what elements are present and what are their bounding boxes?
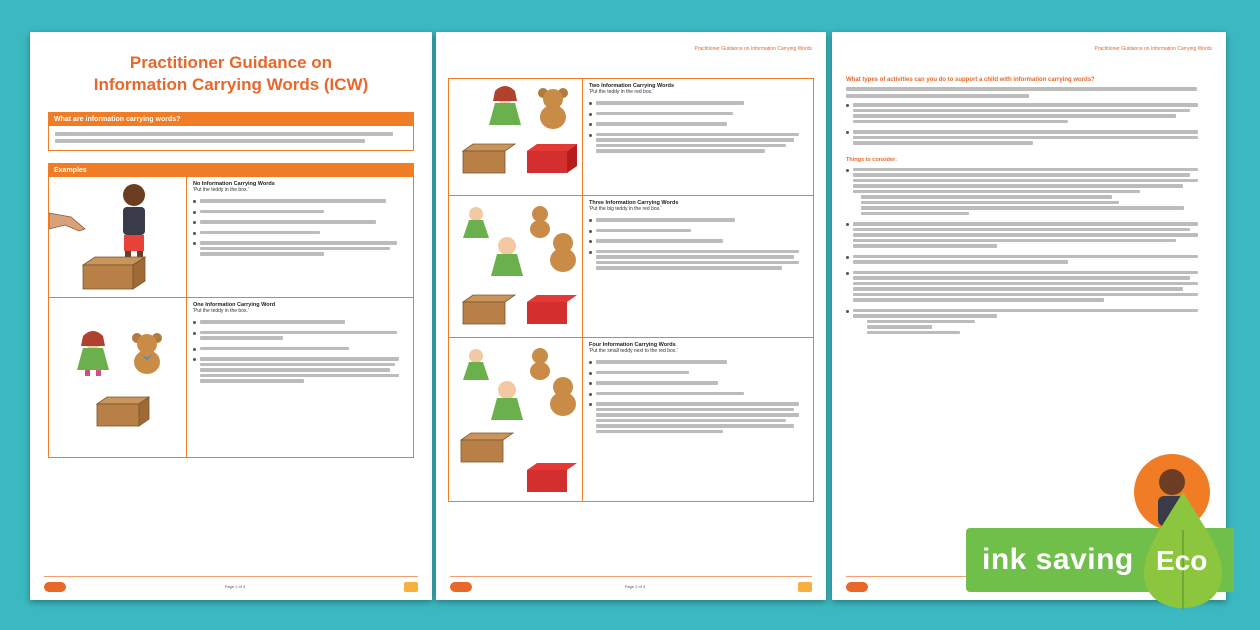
pointing-hand-icon (49, 207, 89, 237)
teddy-bear-icon (533, 85, 573, 131)
example-instruction: 'Put the small teddy next to the red box.' (589, 348, 678, 354)
document-page-2 (436, 32, 826, 600)
page-footer (450, 576, 812, 592)
example-heading: Two Information Carrying Words (589, 83, 675, 89)
page-footer (44, 576, 418, 592)
running-head: Practitioner Guidance on Information Carrying Words (1094, 46, 1212, 52)
example-description (583, 79, 813, 195)
example-heading: Four Information Carrying Words (589, 342, 676, 348)
cardboard-box-icon (459, 292, 519, 326)
example-heading: One Information Carrying Word (193, 302, 276, 308)
document-page-1 (30, 32, 432, 600)
teddy-bear-icon (545, 374, 581, 418)
tips-heading: Things to consider: (846, 156, 898, 163)
example-illustration (49, 177, 187, 297)
cardboard-box-icon (459, 141, 519, 175)
running-head: Practitioner Guidance on Information Carrying Words (694, 46, 812, 52)
example-illustration (449, 79, 583, 195)
example-illustration (449, 338, 583, 501)
red-box-icon (523, 460, 581, 494)
red-box-icon (523, 292, 581, 326)
example-instruction: 'Put the teddy in the red box.' (589, 89, 654, 95)
title-line-2: Information Carrying Words (ICW) (93, 75, 369, 94)
guidance-body (832, 56, 1226, 336)
red-box-icon (523, 141, 581, 175)
example-row (49, 177, 413, 297)
eco-label: Eco (1156, 545, 1208, 576)
section-heading: Examples (49, 164, 413, 177)
award-badge-icon (404, 582, 418, 592)
question-heading: What types of activities can you do to support a child with information carrying words? (846, 77, 1095, 83)
examples-table (448, 78, 814, 502)
example-description (187, 298, 413, 457)
examples-section (48, 163, 414, 458)
example-instruction: 'Put the big teddy in the red box.' (589, 206, 662, 212)
section-heading: What are information carrying words? (49, 113, 413, 126)
doll-icon (485, 234, 529, 284)
example-instruction: 'Put the teddy in the box.' (193, 187, 249, 193)
teddy-bear-icon (545, 230, 581, 274)
example-row (49, 297, 413, 457)
example-heading: Three Information Carrying Words (589, 200, 679, 206)
doll-icon (485, 378, 529, 428)
twinkl-logo (450, 582, 472, 592)
intro-paragraph (846, 87, 1212, 98)
title-line-1: Practitioner Guidance on (129, 53, 333, 72)
example-illustration (449, 196, 583, 337)
page-number: Page 1 of 3 (224, 584, 246, 589)
example-row (449, 195, 813, 337)
cardboard-box-icon (457, 430, 517, 464)
example-description (187, 177, 413, 297)
example-row (449, 337, 813, 501)
definition-text (49, 126, 413, 150)
page-number: Page 2 of 3 (624, 584, 646, 589)
page-title (30, 52, 432, 96)
twinkl-logo (44, 582, 66, 592)
example-instruction: 'Put the teddy in the box.' (193, 308, 249, 314)
doll-icon (483, 83, 527, 133)
example-description (583, 196, 813, 337)
twinkl-logo (846, 582, 868, 592)
cardboard-box-icon (93, 394, 153, 428)
doll-icon (71, 328, 115, 378)
example-description (583, 338, 813, 501)
example-illustration (49, 298, 187, 457)
award-badge-icon (798, 582, 812, 592)
teddy-bear-icon (127, 330, 167, 376)
definition-section (48, 112, 414, 151)
cardboard-box-icon (79, 253, 149, 291)
example-heading: No Information Carrying Words (193, 181, 275, 187)
example-row (449, 79, 813, 195)
ink-saving-label: ink saving (982, 543, 1134, 576)
